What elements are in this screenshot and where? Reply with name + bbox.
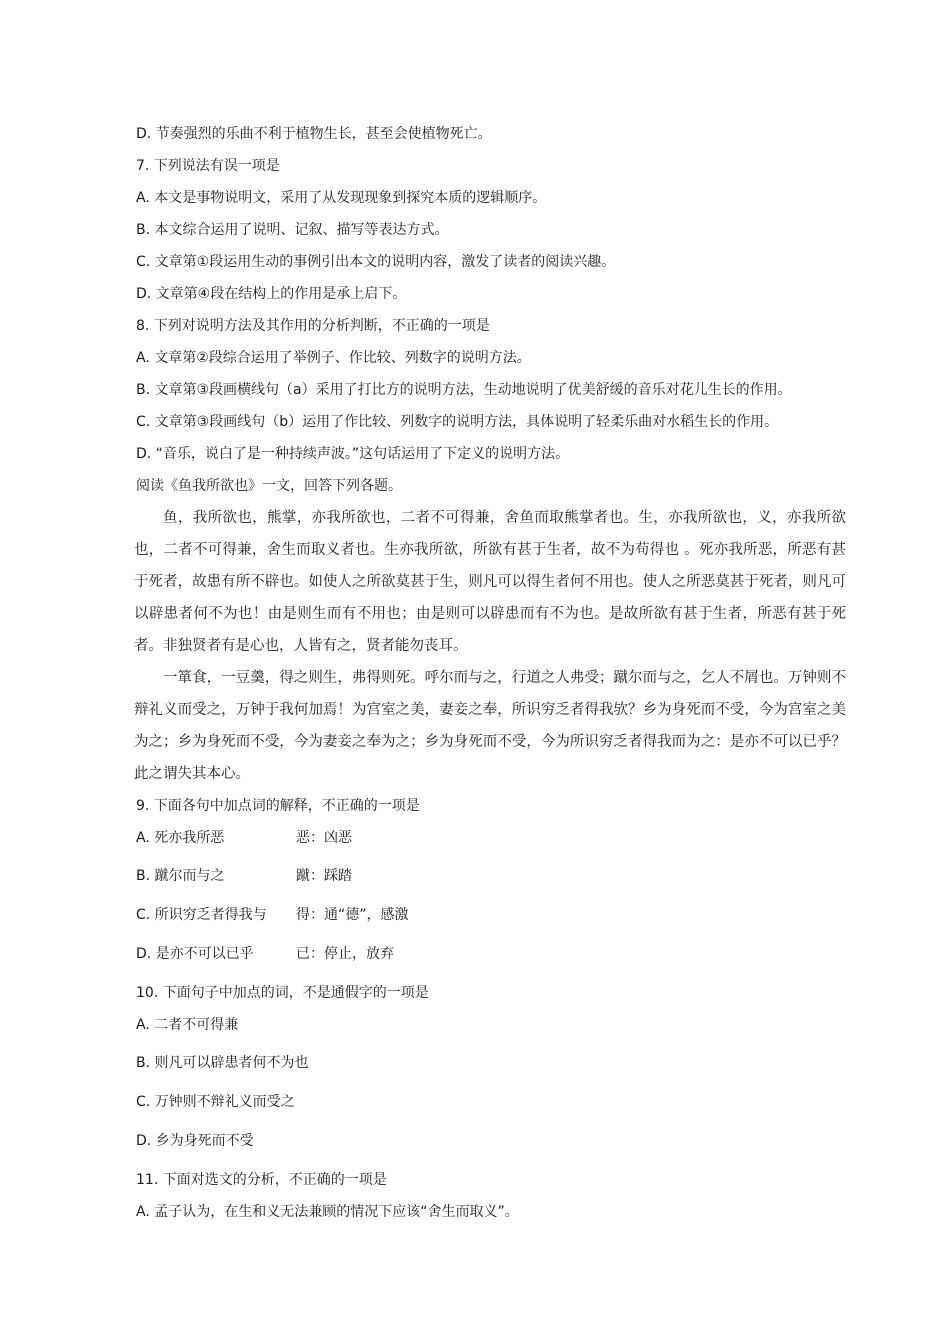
q9-option-d bbox=[136, 944, 394, 964]
q10-option-a: A. 二者不可得兼 bbox=[136, 1017, 239, 1033]
option-line: C. 文章第③段画线句（b）运用了作比较、列数字的说明方法，具体说明了轻柔乐曲对水稻生长的作用。 bbox=[136, 414, 779, 430]
option-sentence: C. 所识穷乏者得我与 bbox=[136, 907, 267, 923]
question-stem: 9. 下面各句中加点词的解释，不正确的一项是 bbox=[136, 798, 420, 814]
option-line: D. 节奏强烈的乐曲不利于植物生长，甚至会使植物死亡。 bbox=[136, 126, 492, 142]
option-gloss: 恶：凶恶 bbox=[296, 830, 352, 846]
passage-paragraph-2: 一箪食，一豆羹，得之则生，弗得则死。呼尔而与之，行道之人弗受；蹴尔而与之，乞人不屑也。万钟则不辩礼义而受之，万钟于我何加焉！为宫室之美，妻妾之奉，所识穷乏者得我欤？乡为身死而不受，今为宫室之美为之；乡为身死而不受，今为妻妾之奉为之；乡为身死而不受，今为所识穷乏者得我而为之：是亦不可以已乎？此之谓失其本心。 bbox=[134, 670, 846, 782]
option-gloss: 已：停止，放弃 bbox=[296, 946, 394, 962]
q9-option-b bbox=[136, 866, 352, 886]
q9-option-a bbox=[136, 828, 352, 848]
option-sentence: A. 死亦我所恶 bbox=[136, 830, 225, 846]
q9-option-c bbox=[136, 905, 409, 925]
reading-instruction: 阅读《鱼我所欲也》一文，回答下列各题。 bbox=[136, 478, 402, 494]
q10-option-c: C. 万钟则不辩礼义而受之 bbox=[136, 1094, 295, 1110]
option-line: A. 文章第②段综合运用了举例子、作比较、列数字的说明方法。 bbox=[136, 350, 531, 366]
option-gloss: 蹴：踩踏 bbox=[296, 868, 352, 884]
option-line: B. 文章第③段画横线句（a）采用了打比方的说明方法，生动地说明了优美舒缓的音乐对花儿生长的作用。 bbox=[136, 382, 792, 398]
option-line: C. 文章第①段运用生动的事例引出本文的说明内容，激发了读者的阅读兴趣。 bbox=[136, 254, 616, 270]
question-stem: 10. 下面句子中加点的词，不是通假字的一项是 bbox=[136, 985, 429, 1001]
option-line: A. 本文是事物说明文，采用了从发现现象到探究本质的逻辑顺序。 bbox=[136, 190, 547, 206]
option-sentence: D. 是亦不可以已乎 bbox=[136, 946, 254, 962]
option-line: D. 文章第④段在结构上的作用是承上启下。 bbox=[136, 286, 407, 302]
option-line: B. 本文综合运用了说明、记叙、描写等表达方式。 bbox=[136, 222, 449, 238]
question-stem: 8. 下列对说明方法及其作用的分析判断，不正确的一项是 bbox=[136, 318, 490, 334]
option-line: D. “音乐，说白了是一种持续声波。”这句话运用了下定义的说明方法。 bbox=[136, 446, 570, 462]
option-sentence: B. 蹴尔而与之 bbox=[136, 868, 225, 884]
q11-option-a: A. 孟子认为，在生和义无法兼顾的情况下应该“舍生而取义”。 bbox=[136, 1204, 519, 1220]
question-stem: 7. 下列说法有误一项是 bbox=[136, 158, 280, 174]
q10-option-d: D. 乡为身死而不受 bbox=[136, 1133, 254, 1149]
option-gloss: 得：通“德”，感激 bbox=[296, 907, 409, 923]
q10-option-b: B. 则凡可以辟患者何不为也 bbox=[136, 1055, 309, 1071]
question-stem: 11. 下面对选文的分析，不正确的一项是 bbox=[136, 1172, 387, 1188]
passage-paragraph-1: 鱼，我所欲也，熊掌，亦我所欲也，二者不可得兼，舍鱼而取熊掌者也。生，亦我所欲也，义，亦我所欲也，二者不可得兼，舍生而取义者也。生亦我所欲，所欲有甚于生者，故不为苟得也 。死亦我所恶，所恶有甚于死者，故患有所不辟也。如使人之所欲莫甚于生，则凡可以得生者何不用也。使人之所恶莫甚于死者，则凡可以辟患者何不为也！由是则生而有不用也；由是则可以辟患而有不为也。是故所欲有甚于生者，所恶有甚于死者。非独贤者有是心也，人皆有之，贤者能勿丧耳。 bbox=[134, 510, 846, 654]
